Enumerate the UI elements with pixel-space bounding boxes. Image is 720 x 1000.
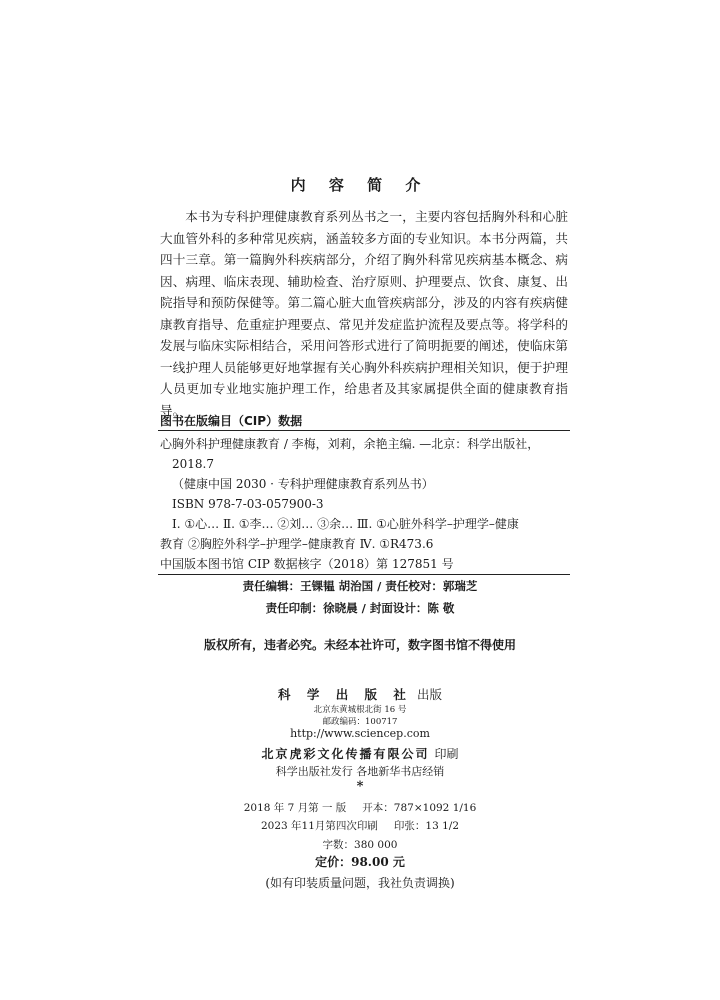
cip-line-isbn: ISBN 978-7-03-057900-3 xyxy=(172,497,324,511)
intro-title: 内 容 简 介 xyxy=(290,176,430,194)
spec-words: 字数：380 000 xyxy=(322,839,398,851)
cip-line-series: （健康中国 2030 · 专科护理健康教育系列丛书） xyxy=(172,477,434,491)
cip-line-date: 2018.7 xyxy=(172,457,214,471)
publisher-postcode: 邮政编码：100717 xyxy=(322,717,398,727)
publisher-address: 北京东黄城根北街 16 号 xyxy=(313,705,407,715)
printer-name: 北京虎彩文化传播有限公司 xyxy=(261,747,430,761)
cip-heading: 图书在版编目（CIP）数据 xyxy=(160,414,303,428)
spec-edition-line xyxy=(0,800,720,815)
cip-top-rule xyxy=(158,430,570,431)
cip-line-subject: Ⅰ. ①心… Ⅱ. ①李… ②刘… ③余… Ⅲ. ①心脏外科学–护理学–健康 xyxy=(172,517,519,531)
spec-sheets: 印张：13 1/2 xyxy=(393,820,460,832)
spec-printing-line xyxy=(0,818,720,833)
cip-line-title: 心胸外科护理健康教育 / 李梅，刘莉，余艳主编. —北京：科学出版社， xyxy=(160,437,540,451)
spec-edition: 2018 年 7 月第 一 版 xyxy=(243,802,347,814)
separator-star: * xyxy=(356,779,364,794)
publisher-suffix: 出版 xyxy=(417,687,443,702)
staff-production: 责任印制：徐晓晨 / 封面设计：陈 敬 xyxy=(265,601,455,615)
spec-replacement-note: (如有印装质量问题，我社负责调换) xyxy=(265,876,455,890)
spec-format: 开本：787×1092 1/16 xyxy=(362,802,477,814)
publisher-website: http://www.sciencep.com xyxy=(290,727,430,740)
cip-bottom-rule xyxy=(158,574,570,575)
cip-line-subject-cont: 教育 ②胸腔外科学–护理学–健康教育 Ⅳ. ①R473.6 xyxy=(160,537,434,551)
intro-text xyxy=(160,206,568,421)
cip-record xyxy=(160,434,572,574)
printer-suffix: 印刷 xyxy=(434,747,459,761)
copyright-notice: 版权所有，违者必究。未经本社许可，数字图书馆不得使用 xyxy=(203,638,516,652)
printer-line xyxy=(0,743,720,762)
cip-line-number: 中国版本图书馆 CIP 数据核字（2018）第 127851 号 xyxy=(160,557,454,571)
publisher-line xyxy=(0,684,720,703)
spec-price: 定价：98.00 元 xyxy=(315,855,405,869)
publisher-name: 科 学 出 版 社 xyxy=(277,687,412,702)
staff-editors: 责任编辑：王锞韫 胡治国 / 责任校对：郭瑞芝 xyxy=(242,579,478,593)
distribution-line: 科学出版社发行 各地新华书店经销 xyxy=(275,765,445,778)
spec-printing: 2023 年11月第四次印刷 xyxy=(260,820,378,832)
intro-paragraph: 本书为专科护理健康教育系列丛书之一，主要内容包括胸外科和心脏大血管外科的多种常见疾病，涵盖较多方面的专业知识。本书分两篇，共四十三章。第一篇胸外科疾病部分，介绍了胸外科常见疾病基本概念、病因、病理、临床表现、辅助检查、治疗原则、护理要点、饮食、康复、出院指导和预防保健等。第二篇心脏大血管疾病部分，涉及的内容有疾病健康教育指导、危重症护理要点、常见并发症监护流程及要点等。将学科的发展与临床实际相结合，采用问答形式进行了简明扼要的阐述，使临床第一线护理人员能够更好地掌握有关心胸外科疾病护理相关知识，便于护理人员更加专业地实施护理工作，给患者及其家属提供全面的健康教育指导。 xyxy=(160,209,568,418)
